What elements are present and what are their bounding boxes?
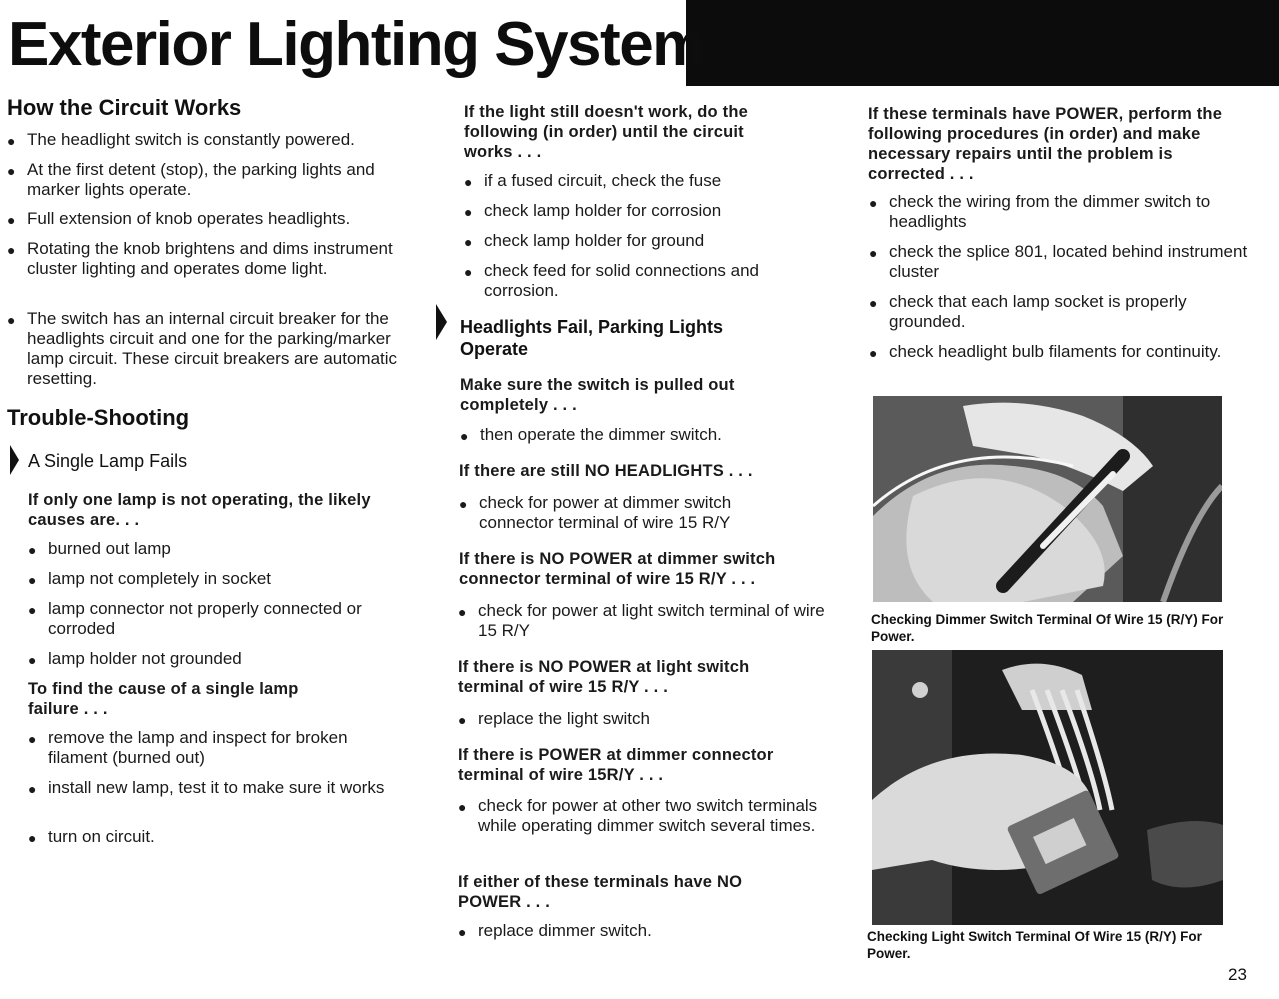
light-switch-test-photo (872, 650, 1223, 925)
bullet-icon: ● (7, 163, 16, 179)
photo-illustration (872, 650, 1223, 925)
list-item: ● if a fused circuit, check the fuse (464, 171, 722, 190)
bullet-icon: ● (7, 242, 16, 258)
trouble-shooting-heading: Trouble-Shooting (7, 405, 190, 430)
bullet-icon: ● (28, 542, 37, 558)
list-item: ● check for power at dimmer switch connector terminal of wire 15 R/Y (459, 493, 732, 532)
bullet-icon: ● (464, 234, 473, 250)
bullet-icon: ● (7, 312, 16, 328)
bullet-icon: ● (869, 245, 878, 261)
power-dimmer-lead: If there is POWER at dimmer connector terminal of wire 15R/Y . . . (458, 746, 774, 784)
no-power-dimmer-lead: If there is NO POWER at dimmer switch connector terminal of wire 15 R/Y . . . (459, 550, 776, 588)
single-lamp-lead: If only one lamp is not operating, the likely causes are. . . (28, 491, 371, 529)
either-no-power-lead: If either of these terminals have NO POWER . . . (458, 873, 743, 911)
list-item: ● turn on circuit. (28, 827, 155, 846)
bullet-icon: ● (458, 604, 467, 620)
bullet-icon: ● (7, 133, 16, 149)
list-item: ● Rotating the knob brightens and dims instrument cluster lighting and operates dome light. (7, 239, 393, 278)
still-not-working-lead: If the light still doesn't work, do the following (in order) until the circuit works . . . (464, 103, 748, 161)
list-item: ● remove the lamp and inspect for broken filament (burned out) (28, 728, 348, 767)
bullet-icon: ● (464, 264, 473, 280)
bullet-icon: ● (7, 212, 16, 228)
bullet-icon: ● (28, 572, 37, 588)
photo-illustration (873, 396, 1222, 602)
no-headlights-lead: If there are still NO HEADLIGHTS . . . (459, 462, 753, 480)
headlights-fail-heading: Headlights Fail, Parking Lights Operate (460, 317, 724, 359)
bullet-icon: ● (28, 830, 37, 846)
list-item: ● lamp not completely in socket (28, 569, 271, 588)
bullet-icon: ● (458, 799, 467, 815)
list-item: ● The switch has an internal circuit breaker for the headlights circuit and one for the parking/marker lamp circuit. These circuit breakers are automatic resetting. (7, 309, 398, 388)
list-item: ● replace dimmer switch. (458, 921, 652, 940)
list-item: ● burned out lamp (28, 539, 171, 558)
bullet-icon: ● (464, 204, 473, 220)
section-arrow-icon (436, 304, 447, 340)
photo2-caption: Checking Light Switch Terminal Of Wire 15 (R/Y) For Power. (867, 929, 1202, 961)
bullet-icon: ● (28, 602, 37, 618)
bullet-icon: ● (28, 652, 37, 668)
bullet-icon: ● (869, 295, 878, 311)
list-item: ● check headlight bulb filaments for continuity. (869, 342, 1222, 361)
no-power-light-lead: If there is NO POWER at light switch terminal of wire 15 R/Y . . . (458, 658, 750, 696)
list-item: ● replace the light switch (458, 709, 650, 728)
list-item: ● then operate the dimmer switch. (460, 425, 722, 444)
page-number: 23 (1228, 965, 1247, 984)
page-title: Exterior Lighting System (8, 10, 706, 79)
list-item: ● At the first detent (stop), the parking lights and marker lights operate. (7, 160, 375, 199)
list-item: ● check the splice 801, located behind instrument cluster (869, 242, 1248, 281)
bullet-icon: ● (458, 712, 467, 728)
photo1-caption: Checking Dimmer Switch Terminal Of Wire 15 (R/Y) For Power. (871, 612, 1224, 644)
list-item: ● check lamp holder for ground (464, 231, 705, 250)
bullet-icon: ● (28, 731, 37, 747)
bullet-icon: ● (464, 174, 473, 190)
single-lamp-heading: A Single Lamp Fails (28, 451, 188, 471)
bullet-icon: ● (458, 924, 467, 940)
bullet-icon: ● (869, 345, 878, 361)
list-item: ● Full extension of knob operates headlights. (7, 209, 351, 228)
list-item: ● check that each lamp socket is properly grounded. (869, 292, 1187, 331)
list-item: ● lamp holder not grounded (28, 649, 242, 668)
list-item: ● check feed for solid connections and corrosion. (464, 261, 760, 300)
list-item: ● check for power at light switch terminal of wire 15 R/Y (458, 601, 825, 640)
bullet-icon: ● (459, 496, 468, 512)
title-black-band (686, 0, 1279, 86)
terminals-power-lead: If these terminals have POWER, perform the following procedures (in order) and make necessary repairs until the problem is corrected . . . (868, 105, 1223, 183)
how-circuit-works-heading: How the Circuit Works (7, 95, 242, 120)
list-item: ● lamp connector not properly connected or corroded (28, 599, 362, 638)
bullet-icon: ● (460, 428, 469, 444)
list-item: ● The headlight switch is constantly powered. (7, 130, 355, 149)
bullet-icon: ● (28, 781, 37, 797)
find-cause-lead: To find the cause of a single lamp failure . . . (28, 680, 299, 718)
bullet-icon: ● (869, 195, 878, 211)
list-item: ● install new lamp, test it to make sure it works (28, 778, 385, 797)
section-arrow-icon (10, 445, 19, 475)
dimmer-switch-test-photo (873, 396, 1222, 602)
list-item: ● check the wiring from the dimmer switch to headlights (869, 192, 1211, 231)
list-item: ● check lamp holder for corrosion (464, 201, 722, 220)
list-item: ● check for power at other two switch terminals while operating dimmer switch several times. (458, 796, 818, 835)
pulled-out-lead: Make sure the switch is pulled out completely . . . (460, 376, 735, 414)
